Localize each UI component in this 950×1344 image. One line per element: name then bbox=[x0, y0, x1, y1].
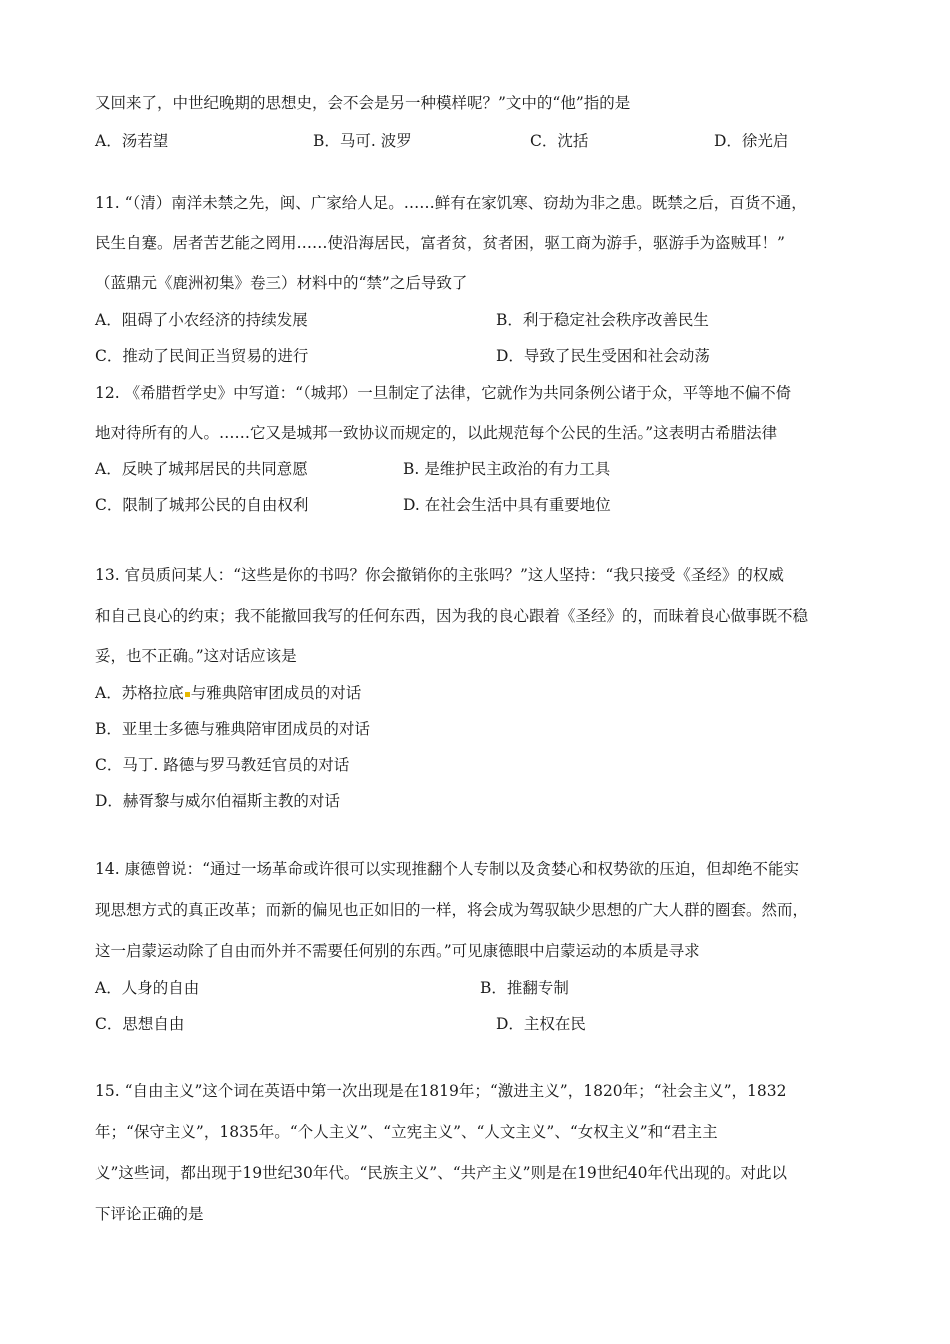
q12-option-a[interactable]: A．反映了城邦居民的共同意愿 bbox=[95, 460, 308, 478]
q15-stem-line2: 年；“保守主义”，1835年。“个人主义”、“立宪主义”、“人文主义”、“女权主义”和“君主主 bbox=[95, 1123, 718, 1141]
q11-stem-line2: 民生自蹇。居者苦艺能之罔用……使沿海居民，富者贫，贫者困，驱工商为游手，驱游手为盗贼耳！” bbox=[95, 234, 785, 252]
q12-option-b[interactable]: B. 是维护民主政治的有力工具 bbox=[403, 460, 611, 478]
q10-option-b[interactable]: B．马可. 波罗 bbox=[313, 132, 412, 150]
q13-stem-line3: 妥，也不正确。”这对话应该是 bbox=[95, 647, 297, 665]
q11-option-b[interactable]: B．利于稳定社会秩序改善民生 bbox=[496, 311, 709, 329]
q15-stem-line1: 15. “自由主义”这个词在英语中第一次出现是在1819年；“激进主义”，1820年；“社会主义”，1832 bbox=[95, 1082, 787, 1100]
q12-option-c[interactable]: C．限制了城邦公民的自由权利 bbox=[95, 496, 309, 514]
q11-option-d[interactable]: D．导致了民生受困和社会动荡 bbox=[496, 347, 710, 365]
q12-stem-line2: 地对待所有的人。……它又是城邦一致协议而规定的，以此规范每个公民的生活。”这表明古希腊法律 bbox=[95, 424, 778, 442]
q13-option-a[interactable] bbox=[95, 682, 361, 704]
q13-stem-line1: 13. 官员质问某人：“这些是你的书吗？你会撤销你的主张吗？”这人坚持：“我只接受《圣经》的权威 bbox=[95, 566, 784, 584]
q10-stem-tail: 又回来了，中世纪晚期的思想史，会不会是另一种模样呢？”文中的“他”指的是 bbox=[95, 94, 631, 112]
q12-option-d[interactable]: D. 在社会生活中具有重要地位 bbox=[403, 496, 611, 514]
q14-option-a[interactable]: A．人身的自由 bbox=[95, 979, 200, 997]
q15-stem-line3: 义”这些词，都出现于19世纪30年代。“民族主义”、“共产主义”则是在19世纪40年代出现的。对此以 bbox=[95, 1164, 788, 1182]
q13-option-c[interactable]: C．马丁. 路德与罗马教廷官员的对话 bbox=[95, 756, 350, 774]
q14-stem-line2: 现思想方式的真正改革；而新的偏见也正如旧的一样，将会成为驾驭缺少思想的广大人群的圈套。然而， bbox=[95, 901, 809, 919]
q10-option-a[interactable]: A．汤若望 bbox=[95, 132, 169, 150]
q15-stem-line4: 下评论正确的是 bbox=[95, 1205, 204, 1223]
q12-stem-line1: 12. 《希腊哲学史》中写道：“（城邦）一旦制定了法律，它就作为共同条例公诸于众，平等地不偏不倚 bbox=[95, 384, 792, 402]
q14-option-d[interactable]: D．主权在民 bbox=[496, 1015, 586, 1033]
q11-stem-line1: 11. “（清）南洋未禁之先，闽、广家给人足。……鲜有在家饥寒、窃劫为非之患。既禁之后，百货不通， bbox=[95, 194, 807, 212]
q13-option-d[interactable]: D．赫胥黎与威尔伯福斯主教的对话 bbox=[95, 792, 340, 810]
q11-option-c[interactable]: C．推动了民间正当贸易的进行 bbox=[95, 347, 309, 365]
q11-option-a[interactable]: A．阻碍了小农经济的持续发展 bbox=[95, 311, 308, 329]
q14-option-b[interactable]: B．推翻专制 bbox=[480, 979, 569, 997]
highlight-marker bbox=[185, 692, 190, 697]
q13-option-a-pre: A．苏格拉底 bbox=[95, 684, 184, 702]
q10-option-c[interactable]: C．沈括 bbox=[530, 132, 589, 150]
q10-option-d[interactable]: D．徐光启 bbox=[714, 132, 789, 150]
q13-stem-line2: 和自己良心的约束；我不能撤回我写的任何东西，因为我的良心跟着《圣经》的，而昧着良心做事既不稳 bbox=[95, 607, 809, 625]
q13-option-a-post: 与雅典陪审团成员的对话 bbox=[190, 684, 362, 702]
q14-stem-line1: 14. 康德曾说：“通过一场革命或许很可以实现推翻个人专制以及贪婪心和权势欲的压迫，但却绝不能实 bbox=[95, 860, 800, 878]
q11-stem-line3: （蓝鼎元《鹿洲初集》卷三）材料中的“禁”之后导致了 bbox=[95, 274, 468, 292]
q13-option-b[interactable]: B．亚里士多德与雅典陪审团成员的对话 bbox=[95, 720, 370, 738]
q14-stem-line3: 这一启蒙运动除了自由而外并不需要任何别的东西。”可见康德眼中启蒙运动的本质是寻求 bbox=[95, 942, 700, 960]
q14-option-c[interactable]: C．思想自由 bbox=[95, 1015, 185, 1033]
